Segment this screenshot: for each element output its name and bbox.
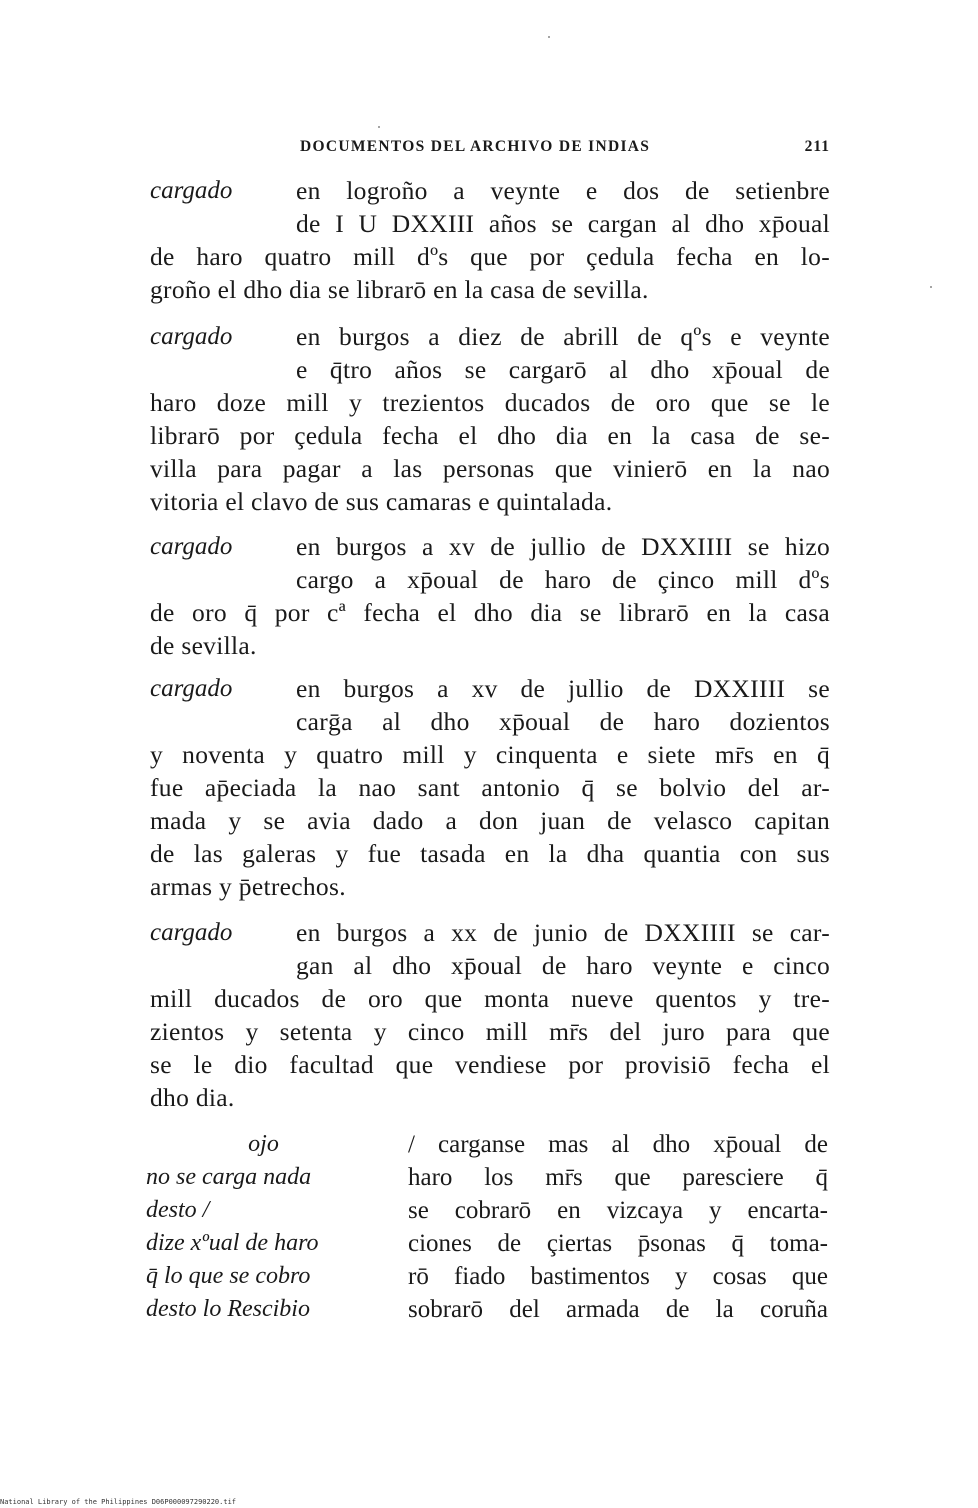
ledger-entry bbox=[150, 916, 830, 1114]
entry-line: fue ap̄eciada la nao sant antonio q̄ se bolvio del ar- bbox=[150, 773, 830, 802]
entry-line: de oro q̄ por cª fecha el dho dia se librarō en la casa bbox=[150, 598, 830, 627]
ledger-entry bbox=[150, 672, 830, 903]
entry-line: en burgos a xv de jullio de DXXIIII se hizo bbox=[296, 532, 830, 561]
entry-line: e q̄tro años se cargarō al dho xp̄oual de bbox=[296, 355, 830, 384]
annotation-line: ojo bbox=[248, 1131, 279, 1157]
annotation-line: no se carga nada bbox=[146, 1164, 312, 1190]
entry-line: vitoria el clavo de sus camaras e quintalada. bbox=[150, 487, 613, 516]
margin-note: cargado bbox=[150, 177, 233, 204]
margin-note: cargado bbox=[150, 323, 233, 350]
margin-note: cargado bbox=[150, 533, 233, 560]
annotation-line: dize xºual de haro bbox=[146, 1230, 319, 1256]
annotation-line: desto / bbox=[146, 1197, 210, 1223]
margin-note: cargado bbox=[150, 919, 233, 946]
entry-line: sobrarō del armada de la coruña bbox=[408, 1296, 828, 1323]
scan-footer: National Library of the Philippines D06P000097290220.tif bbox=[0, 1498, 237, 1506]
entry-line: en burgos a xv de jullio de DXXIIII se bbox=[296, 674, 830, 703]
scan-speck bbox=[378, 126, 380, 128]
entry-line: en logroño a veynte e dos de setienbre bbox=[296, 176, 830, 205]
entry-line: mill ducados de oro que monta nueve quentos y tre- bbox=[150, 984, 830, 1013]
entry-line: haro los mr̄s que paresciere q̄ bbox=[408, 1164, 828, 1191]
entry-line: de sevilla. bbox=[150, 631, 257, 660]
entry-line: gan al dho xp̄oual de haro veynte e cinco bbox=[296, 951, 830, 980]
ledger-entry bbox=[150, 174, 830, 306]
entry-line: en burgos a xx de junio de DXXIIII se car- bbox=[296, 918, 830, 947]
entry-line: librarō por çedula fecha el dho dia en la casa de se- bbox=[150, 421, 830, 450]
entry-line: ciones de çiertas p̄sonas q̄ toma- bbox=[408, 1230, 828, 1257]
entry-line: haro doze mill y trezientos ducados de oro que se le bbox=[150, 388, 830, 417]
entry-line: de I U DXXIII años se cargan al dho xp̄oual bbox=[296, 209, 830, 238]
ledger-entry bbox=[150, 320, 830, 518]
margin-note: cargado bbox=[150, 675, 233, 702]
entry-line: / carganse mas al dho xp̄oual de bbox=[408, 1131, 828, 1158]
final-entry-text bbox=[408, 1128, 828, 1326]
entry-line: cargo a xp̄oual de haro de çinco mill dºs bbox=[296, 565, 830, 594]
entry-line: groño el dho dia se librarō en la casa de sevilla. bbox=[150, 275, 649, 304]
entry-line: se cobrarō en vizcaya y encarta- bbox=[408, 1197, 828, 1224]
entry-line: carḡa al dho xp̄oual de haro dozientos bbox=[296, 707, 830, 736]
scan-speck bbox=[548, 36, 550, 38]
ledger-entry bbox=[150, 530, 830, 662]
entry-line: rō fiado bastimentos y cosas que bbox=[408, 1263, 828, 1290]
entry-line: zientos y setenta y cinco mill mr̄s del juro para que bbox=[150, 1017, 830, 1046]
annotation-line: desto lo Rescibio bbox=[146, 1296, 310, 1322]
page-number: 211 bbox=[804, 138, 830, 155]
annotation-line: q̄ lo que se cobro bbox=[146, 1263, 311, 1289]
entry-line: de haro quatro mill dºs que por çedula fecha en lo- bbox=[150, 242, 830, 271]
running-title: DOCUMENTOS DEL ARCHIVO DE INDIAS bbox=[300, 138, 651, 155]
entry-line: mada y se avia dado a don juan de velasco capitan bbox=[150, 806, 830, 835]
entry-line: villa para pagar a las personas que vinierō en la nao bbox=[150, 454, 830, 483]
entry-line: y noventa y quatro mill y cinquenta e siete mr̄s en q̄ bbox=[150, 740, 830, 769]
scan-speck bbox=[930, 286, 932, 288]
entry-line: armas y p̄etrechos. bbox=[150, 872, 346, 901]
margin-annotation bbox=[146, 1128, 381, 1326]
entry-line: de las galeras y fue tasada en la dha quantia con sus bbox=[150, 839, 830, 868]
entry-line: en burgos a diez de abrill de qºs e veynte bbox=[296, 322, 830, 351]
entry-line: dho dia. bbox=[150, 1083, 235, 1112]
entry-line: se le dio facultad que vendiese por provisiō fecha el bbox=[150, 1050, 830, 1079]
